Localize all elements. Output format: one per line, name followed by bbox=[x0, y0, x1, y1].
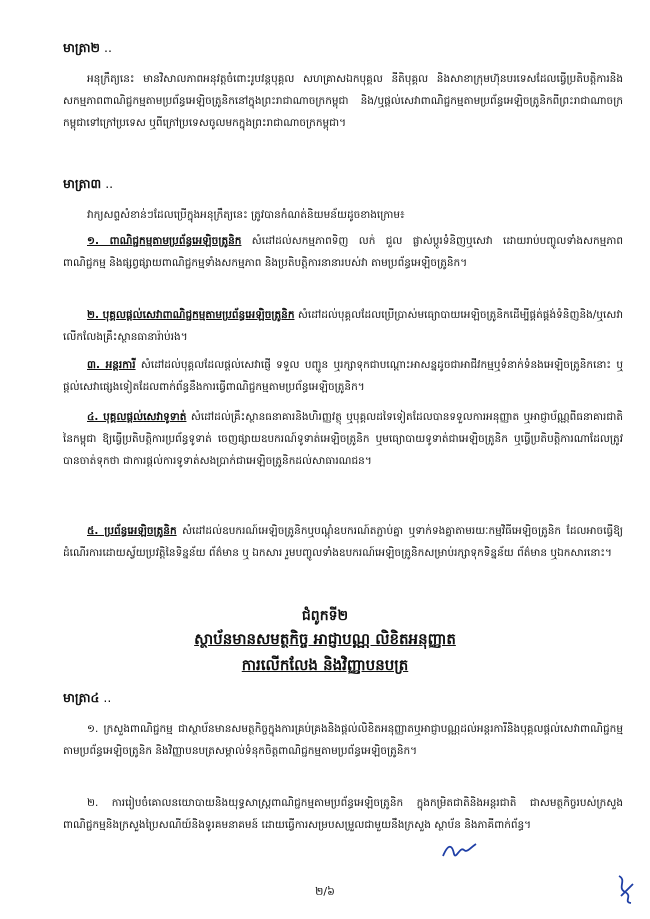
corner-signature bbox=[613, 872, 639, 906]
definition-term: ១. ពាណិជ្ជកម្មតាមប្រព័ន្ធអេឡិចត្រូនិក bbox=[87, 235, 242, 247]
definition-term: ៥. ប្រព័ន្ធអេឡិចត្រូនិក bbox=[87, 525, 177, 537]
chapter-number: ជំពូកទី២ bbox=[301, 608, 349, 624]
article-3-heading: មាត្រា៣ .. bbox=[63, 176, 623, 195]
handwritten-initial bbox=[440, 840, 480, 862]
definition-item bbox=[63, 230, 623, 274]
article-3-intro bbox=[63, 204, 623, 226]
article-4-para-1-text: ១. ក្រសួងពាណិជ្ជកម្ម ជាស្ថាប័នមានសមត្ថកិច្ចក្នុងការគ្រប់គ្រងនិងផ្តល់លិខិតអនុញ្ញាតឬអាជ្ញាបណ្ណដល់អន្តរការីនិងបុគ្គលផ្តល់សេវាពាណិជ្ជកម្មតាមប្រព័ន្ធអេឡិចត្រូនិក និងវិញ្ញាបនបត្រសម្គាល់ទំនុកចិត្តពាណិជ្ជកម្មតាមប្រព័ន្ធអេឡិចត្រូនិក។ bbox=[63, 723, 623, 757]
chapter-title-line-1: ស្ថាប័នមានសមត្ថកិច្ច អាជ្ញាបណ្ណ លិខិតអនុញ្ញាត bbox=[194, 630, 456, 648]
definition-item bbox=[63, 304, 623, 348]
article-4-paragraph-2 bbox=[63, 792, 623, 836]
definition-term: ៤. បុគ្គលផ្តល់សេវាទូទាត់ bbox=[87, 411, 187, 423]
definition-term: ២. បុគ្គលផ្តល់សេវាពាណិជ្ជកម្មតាមប្រព័ន្ធអេឡិចត្រូនិក bbox=[87, 309, 295, 321]
article-2-text bbox=[63, 68, 623, 134]
definition-item bbox=[63, 520, 623, 564]
definition-text: សំដៅដល់សកម្មភាពទិញ លក់ ជួល ផ្លាស់ប្តូរទំនិញឬសេវា ដោយរាប់បញ្ចូលទាំងសកម្មភាពពាណិជ្ជកម្ម និងផ្សព្វផ្សាយពាណិជ្ជកម្មទាំងសកម្មភាព និងប្រតិបត្តិការនានារបស់វា តាមប្រព័ន្ធអេឡិចត្រូនិក។ bbox=[63, 235, 623, 269]
article-4-paragraph-1 bbox=[63, 718, 623, 762]
article-2-body: អនុក្រឹត្យនេះ មានវិសាលភាពអនុវត្តចំពោះរូបវន្តបុគ្គល សហគ្រាសឯកបុគ្គល នីតិបុគ្គល និងសាខាក្រុមហ៊ុនបរទេសដែលធ្វើប្រតិបត្តិការនិងសកម្មភាពពាណិជ្ជកម្មតាមប្រព័ន្ធអេឡិចត្រូនិកនៅក្នុងព្រះរាជាណាចក្រកម្ពុជា និង/ឬផ្តល់សេវាពាណិជ្ជកម្មតាមប្រព័ន្ធអេឡិចត្រូនិកពីព្រះរាជាណាចក្រកម្ពុជាទៅក្រៅប្រទេស ឬពីក្រៅប្រទេសចូលមកក្នុងព្រះរាជាណាចក្រកម្ពុជា។ bbox=[63, 73, 623, 129]
definition-text: សំដៅដល់បុគ្គលដែលប្រើប្រាស់មធ្យោបាយអេឡិចត្រូនិកដើម្បីផ្គត់ផ្គង់ទំនិញនិង/ឬសេវា លើកលែងគ្រឹះស្ថានធានារ៉ាប់រង។ bbox=[63, 309, 623, 343]
definition-item bbox=[63, 354, 623, 398]
article-3-intro-text: វាក្យសព្ទសំខាន់ៗដែលប្រើក្នុងអនុក្រឹត្យនេះ ត្រូវបានកំណត់និយមន័យដូចខាងក្រោម៖ bbox=[87, 209, 405, 221]
page-number: ២/៦ bbox=[315, 885, 335, 898]
definition-text: សំដៅដល់ឧបករណ៍អេឡិចត្រូនិកឬបណ្តុំឧបករណ៍តភ្ជាប់គ្នា ឬទាក់ទងគ្នាតាមរយៈកម្មវិធីអេឡិចត្រូនិក ដែលអាចធ្វើឱ្យដំណើរការដោយស្វ័យប្រវត្តិនៃទិន្នន័យ ព័ត៌មាន ឬ ឯកសារ រួមបញ្ចូលទាំងឧបករណ៍អេឡិចត្រូនិកសម្រាប់រក្សាទុកទិន្នន័យ ព័ត៌មាន ឬឯកសារនោះ។ bbox=[63, 525, 623, 559]
chapter-title-line-2: ការលើកលែង និងវិញ្ញាបនបត្រ bbox=[241, 656, 409, 674]
definition-item bbox=[63, 406, 623, 472]
definition-text: សំដៅដល់គ្រឹះស្ថានធនាគារនិងហិរញ្ញវត្ថុ ឬបុគ្គលដទៃទៀតដែលបានទទួលការអនុញ្ញាត ឬអាជ្ញាប័ណ្ណពីធនាគារជាតិនៃកម្ពុជា ឱ្យធ្វើប្រតិបត្តិការប្រព័ន្ធទូទាត់ ចេញផ្សាយឧបករណ៍ទូទាត់អេឡិចត្រូនិក ឬមធ្យោបាយទូទាត់ជាអេឡិចត្រូនិក ឬធ្វើប្រតិបត្តិការណាដែលត្រូវបានចាត់ទុកថា ជាការផ្តល់ការទូទាត់សងប្រាក់ជាអេឡិចត្រូនិកដល់សាធារណជន។ bbox=[63, 411, 623, 467]
definition-text: សំដៅដល់បុគ្គលដែលផ្តល់សេវាផ្ញើ ទទួល បញ្ជូន ឬរក្សាទុកជាបណ្តោះអាសន្នដូចជាអាជីវកម្មឬទំនាក់ទំនងអេឡិចត្រូនិកនោះ ឬផ្តល់សេវាផ្សេងទៀតដែលពាក់ព័ន្ធនឹងការធ្វើពាណិជ្ជកម្មតាមប្រព័ន្ធអេឡិចត្រូនិក។ bbox=[63, 359, 624, 393]
definition-term: ៣. អន្តរការី bbox=[87, 359, 136, 371]
article-4-para-2-text: ២. ការរៀបចំគោលនយោបាយនិងយុទ្ធសាស្ត្រពាណិជ្ជកម្មតាមប្រព័ន្ធអេឡិចត្រូនិក ក្នុងកម្រិតជាតិនិងអន្តរជាតិ ជាសមត្ថកិច្ចរបស់ក្រសួងពាណិជ្ជកម្មនិងក្រសួងប្រៃសណីយ៍និងទូរគមនាគមន៍ ដោយធ្វើការសម្របសម្រួលជាមួយនឹងក្រសួង ស្ថាប័ន និងភាគីពាក់ព័ន្ធ។ bbox=[63, 797, 623, 831]
article-4-heading: មាត្រា៤ .. bbox=[63, 690, 623, 709]
article-2-heading: មាត្រា២ .. bbox=[63, 40, 623, 59]
